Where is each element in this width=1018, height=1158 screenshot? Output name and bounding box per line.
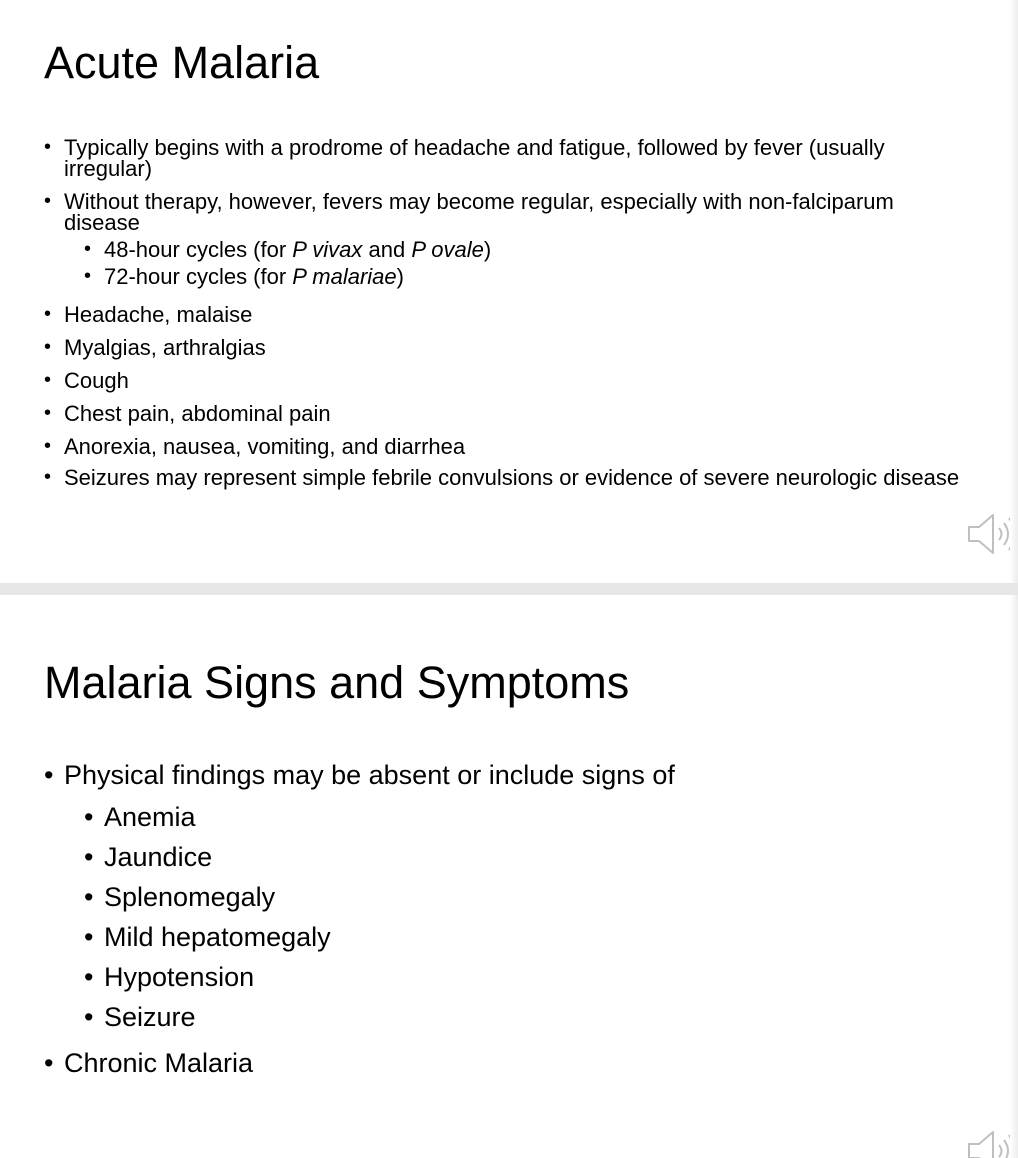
bullet-icon: • bbox=[84, 238, 92, 260]
bullet-icon: • bbox=[44, 369, 52, 391]
bullet-icon: • bbox=[44, 760, 54, 790]
bullet-icon: • bbox=[84, 802, 94, 832]
slide-title: Acute Malaria bbox=[44, 37, 320, 88]
slide-title: Malaria Signs and Symptoms bbox=[44, 657, 630, 708]
bullet-icon: • bbox=[84, 842, 94, 872]
bullet-list bbox=[44, 759, 968, 1090]
bullet-icon: • bbox=[44, 402, 52, 424]
slide-divider bbox=[0, 583, 1018, 595]
list-item: • Anorexia, nausea, vomiting, and diarrhea bbox=[44, 434, 466, 459]
slide-signs-and-symptoms bbox=[0, 595, 1018, 1158]
list-item: • Seizures may represent simple febrile convulsions or evidence of severe neurologic disease bbox=[44, 465, 960, 490]
list-item: • Chest pain, abdominal pain bbox=[44, 401, 331, 426]
bullet-icon: • bbox=[44, 303, 52, 325]
bullet-icon: • bbox=[84, 922, 94, 952]
scroll-edge bbox=[1010, 595, 1018, 1158]
scroll-edge bbox=[1010, 0, 1018, 583]
sub-list-item: • Jaundice bbox=[84, 837, 968, 877]
bullet-icon: • bbox=[84, 265, 92, 287]
list-item: • Without therapy, however, fevers may become regular, especially with non-falciparum disease • 48-hour cycles (for P vivax and P ovale) • 72-hour cycles (for P malariae) bbox=[44, 191, 968, 290]
list-item: • Myalgias, arthralgias bbox=[44, 335, 266, 360]
sub-list-item: • Hypotension bbox=[84, 957, 968, 997]
sub-bullet-list bbox=[84, 797, 968, 1037]
list-item: • Cough bbox=[44, 368, 129, 393]
sub-bullet-list bbox=[84, 236, 968, 290]
bullet-icon: • bbox=[44, 466, 52, 488]
list-item: • Physical findings may be absent or include signs of • Anemia • Jaundice • Splenomegaly • Mild hepatomegaly • Hypotension • Seizure bbox=[44, 759, 968, 1037]
bullet-icon: • bbox=[44, 1048, 54, 1078]
list-item: • Chronic Malaria bbox=[44, 1048, 254, 1078]
bullet-icon: • bbox=[84, 882, 94, 912]
list-item: • Headache, malaise bbox=[44, 302, 253, 327]
sub-list-item: • Seizure bbox=[84, 997, 968, 1037]
sub-list-item: • Mild hepatomegaly bbox=[84, 917, 968, 957]
sub-list-item: • Splenomegaly bbox=[84, 877, 968, 917]
sub-list-item: • Anemia bbox=[84, 797, 968, 837]
bullet-icon: • bbox=[44, 435, 52, 457]
sub-list-item: • 48-hour cycles (for P vivax and P ovale) bbox=[84, 237, 492, 262]
list-item: • Typically begins with a prodrome of headache and fatigue, followed by fever (usually irregular) bbox=[44, 135, 885, 181]
sub-list-item: • 72-hour cycles (for P malariae) bbox=[84, 264, 404, 289]
bullet-icon: • bbox=[84, 962, 94, 992]
bullet-icon: • bbox=[44, 336, 52, 358]
bullet-icon: • bbox=[44, 190, 52, 212]
bullet-icon: • bbox=[44, 136, 52, 158]
bullet-icon: • bbox=[84, 1002, 94, 1032]
bullet-list bbox=[44, 137, 968, 500]
